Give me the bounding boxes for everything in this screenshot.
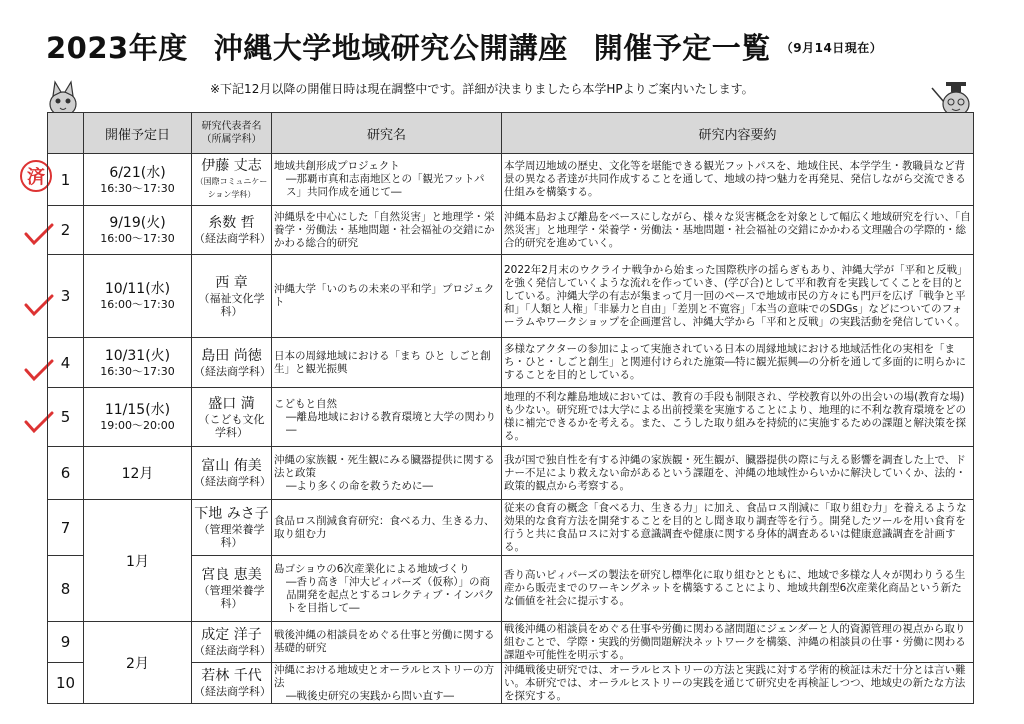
title-sub: ―戦後史研究の実践から問い直す― [286, 689, 454, 702]
row-date-day: 10/11(水) [104, 281, 171, 297]
row-representative [192, 206, 272, 255]
row-number: 3 [48, 255, 84, 338]
row-summary: 多様なアクターの参加によって実施されている日本の周縁地域における地域活性化の実相を「まち・ひと・しごと創生」と関連付けられた施策―特に観光振興―の分析を通して多面的に明らかにすることを目的としている。 [502, 338, 974, 388]
row-summary: 本学周辺地域の歴史、文化等を堪能できる観光フットパスを、地域住民、本学学生・教職員など背景の異なる者達が共同作成することを通して、地域の持つ魅力を再発見、発信しながら交流できる仕組みを構築する。 [502, 154, 974, 206]
title-main: 沖縄大学地域研究公開講座 [213, 31, 568, 65]
row-date-day: 9/19(火) [109, 215, 166, 231]
row-representative [192, 663, 272, 704]
row-date-time: 16:30～17:30 [100, 181, 175, 195]
rep-name: 下地 みさ子 [194, 506, 269, 522]
title-main: 沖縄大学「いのちの未来の平和学」プロジェクト [274, 283, 495, 308]
rep-dept: （管理栄養学科） [198, 523, 265, 549]
title-main: 沖縄県を中心にした「自然災害」と地理学・栄養学・労働法・基地問題・社会福祉の交錯にかかわる総合的研究 [274, 210, 495, 249]
row-date [84, 388, 192, 447]
title-main: 日本の周縁地域における「まち ひと しごと創生」と観光振興 [274, 349, 491, 375]
title-main: こどもと自然 [274, 397, 337, 410]
rep-dept: （経法商学科） [194, 685, 271, 698]
table-row [48, 338, 974, 388]
row-date-day: 11/15(水) [104, 402, 171, 418]
rep-dept: （経法商学科） [194, 232, 271, 245]
row-date-merged: 2月 [84, 622, 192, 704]
row-number: 1 [48, 154, 84, 206]
row-summary: 我が国で独自性を有する沖縄の家族観・死生観が、臓器提供の際に与える影響を調査した上で、ドナー不足により救えない命があるという課題を、沖縄の地域性からいかに解決していくか、法的・政策的観点から考察する。 [502, 447, 974, 500]
row-summary: 地理的不利な離島地域においては、教育の手段も制限され、学校教育以外の出会いの場(教育な場)も少ない。研究班では大学による出前授業を実施することにより、地理的に不利な教育環境をどの様に補完できるかを考える。また、こうした取り組みを持続的に実施するための課題と解決策を探る。 [502, 388, 974, 447]
row-title [272, 154, 502, 206]
row-title [272, 556, 502, 622]
row-summary: 沖縄戦後史研究では、オーラルヒストリーの方法と実践に対する学術的検証は未だ十分とは言い難い。本研究では、オーラルヒストリーの実践を通じて研究史を再検証しつつ、地域史の新たな方法を探究する。 [502, 663, 974, 704]
title-main: 地域共創形成プロジェクト [274, 160, 400, 172]
rep-name: 若林 千代 [201, 668, 262, 684]
row-title [272, 622, 502, 663]
row-summary: 沖縄本島および離島をベースにしながら、様々な災害概念を対象として幅広く地域研究を行い、「自然災害」と地理学・栄養学・労働法・基地問題・社会福祉の交錯にかかわる文理融合の学際的・総合的研究を進めていく。 [502, 206, 974, 255]
rep-name: 島田 尚徳 [201, 347, 262, 364]
table-row [48, 154, 974, 206]
rep-name: 成定 洋子 [201, 627, 262, 643]
rep-name: 盛口 満 [208, 395, 255, 412]
row-representative [192, 447, 272, 500]
row-representative [192, 622, 272, 663]
title-sub: ―那覇市真和志南地区との「観光フットパス」共同作成を通じて― [286, 173, 485, 198]
title-main: 食品ロス削減食育研究：食べる力、生きる力、取り組む力 [274, 514, 495, 540]
row-title [272, 447, 502, 500]
header-summary: 研究内容要約 [502, 113, 974, 154]
title-main: 沖縄における地域史とオーラルヒストリーの方法 [274, 663, 495, 689]
row-representative [192, 338, 272, 388]
row-title [272, 500, 502, 556]
row-title [272, 388, 502, 447]
table-row [48, 447, 974, 500]
header-representative [192, 113, 272, 154]
row-date-time: 16:00～17:30 [100, 298, 175, 311]
rep-dept: （国際コミュニケーション学科） [195, 177, 268, 199]
row-representative [192, 500, 272, 556]
rep-name: 富山 侑美 [201, 458, 262, 474]
table-row [48, 500, 974, 556]
row-summary: 香り高いピィパーズの製法を研究し標準化に取り組むとともに、地域で多様な人々が関わりうる生産から販売までのワーキングネットを構築することにより、地域共創型6次産業化商品という新たな価値を社会に提示する。 [502, 556, 974, 622]
row-number: 9 [48, 622, 84, 663]
header-date: 開催予定日 [84, 113, 192, 154]
title-year: 2023年度 [46, 31, 188, 65]
row-summary: 従来の食育の概念「食べる力、生きる力」に加え、食品ロス削減に「取り組む力」を養えるような効果的な食育方法を開発することを目的とし聞き取り調査等を行う。開発したツールを用い食育を行うと共に食品ロスに対する意識調査や健康に関する身体的調査あるいは健康意識調査を計画する。 [502, 500, 974, 556]
row-representative [192, 154, 272, 206]
title-sub: ―より多くの命を救うために― [286, 479, 433, 492]
row-number: 6 [48, 447, 84, 500]
rep-name: 西 章 [215, 274, 248, 291]
rep-dept: （経法商学科） [194, 644, 271, 657]
row-number: 5 [48, 388, 84, 447]
row-title [272, 206, 502, 255]
row-date: 12月 [84, 447, 192, 500]
row-number: 4 [48, 338, 84, 388]
schedule-table [47, 112, 974, 704]
row-date-day: 6/21(水) [109, 164, 166, 181]
completed-stamp: 済 [20, 160, 52, 192]
header-title: 研究名 [272, 113, 502, 154]
row-date [84, 206, 192, 255]
table-row [48, 206, 974, 255]
title-main: 戦後沖縄の相談員をめぐる仕事と労働に関する基礎的研究 [274, 629, 495, 654]
row-number: 10 [48, 663, 84, 704]
row-summary: 2022年2月末のウクライナ戦争から始まった国際秩序の揺らぎもあり、沖縄大学が「平和と反戦」を強く発信していくような流れを作っていき、(学び合)として平和教育を実践してくことを目的としている。沖縄大学の有志が集まって月一回のペースで地域市民の方々にも門戸を広げ「戦争と平和」「人類と人権」「非暴力と自由」「差別と不寛容」「本当の意味でのSDGs」などについてのフォーラムやワークショップを企画運営し、沖縄大学から「平和と反戦」の実践活動を発信していく。 [502, 255, 974, 338]
row-representative [192, 556, 272, 622]
header-rep-line2: （所属学科） [201, 134, 262, 145]
row-title [272, 663, 502, 704]
row-representative [192, 255, 272, 338]
row-date [84, 338, 192, 388]
page-title [46, 26, 882, 66]
row-date-time: 16:30～17:30 [100, 364, 175, 378]
rep-dept: （福祉文化学科） [198, 291, 265, 318]
rep-dept: （管理栄養学科） [198, 584, 265, 610]
header-no [48, 113, 84, 154]
rep-dept: （経法商学科） [194, 364, 271, 378]
row-title [272, 255, 502, 338]
schedule-notice: ※下記12月以降の開催日時は現在調整中です。詳細が決まりましたら本学HPよりご案内いたします。 [210, 82, 754, 96]
row-number: 2 [48, 206, 84, 255]
row-date-time: 16:00～17:30 [100, 232, 175, 245]
title-main: 沖縄の家族観・死生観にみる臓器提供に関する法と政策 [274, 453, 495, 479]
rep-name: 宮良 恵美 [201, 567, 262, 583]
table-row [48, 622, 974, 663]
row-date [84, 154, 192, 206]
row-number: 8 [48, 556, 84, 622]
row-representative [192, 388, 272, 447]
rep-dept: （こども文化学科） [198, 412, 265, 439]
table-row [48, 255, 974, 338]
as-of-date: （9月14日現在） [780, 41, 883, 55]
title-sub: ―香り高き「沖大ピィパーズ（仮称）」の商品開発を起点とするコレクティブ・インパクトを目指して― [286, 575, 495, 614]
rep-name: 糸数 哲 [208, 215, 255, 231]
row-title [272, 338, 502, 388]
row-date-time: 19:00～20:00 [100, 419, 175, 432]
rep-dept: （経法商学科） [194, 475, 271, 488]
table-row [48, 388, 974, 447]
header-rep-line1: 研究代表者名 [201, 121, 262, 132]
row-date [84, 255, 192, 338]
row-date-day: 10/31(火) [104, 347, 171, 364]
row-summary: 戦後沖縄の相談員をめぐる仕事や労働に関わる諸問題にジェンダーと人的資源管理の視点から取り組むことで、学際・実践的労働問題解決ネットワークを構築、沖縄の相談員の仕事・労働に関わる課題や可能性を明示する。 [502, 622, 974, 663]
row-date-merged: 1月 [84, 500, 192, 622]
title-main: 島ゴショウの6次産業化による地域づくり [274, 562, 470, 575]
title-list: 開催予定一覧 [593, 31, 771, 65]
row-number: 7 [48, 500, 84, 556]
title-sub: ―離島地域における教育環境と大学の関わり― [286, 410, 496, 436]
table-header-row [48, 113, 974, 154]
rep-name: 伊藤 丈志 [201, 158, 262, 174]
